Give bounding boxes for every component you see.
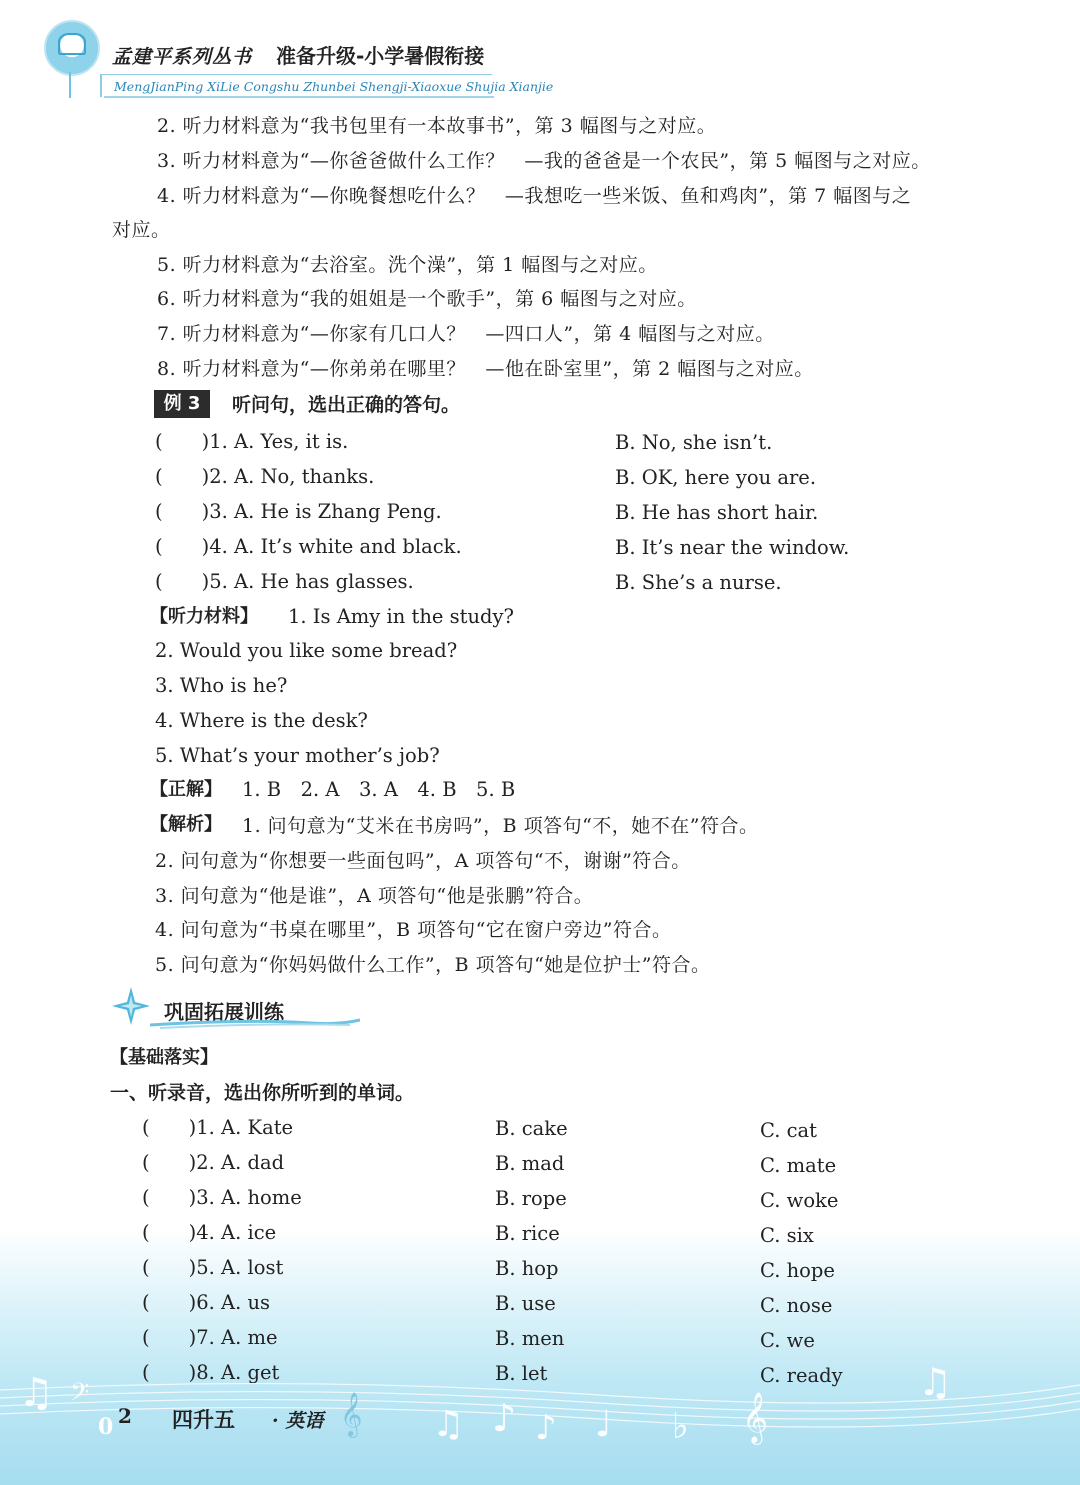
header-pinyin: MengJianPing XiLie Congshu Zhunbei Shengji-Xiaoxue Shujia Xianjie — [114, 79, 554, 94]
question-option-b: B. It’s near the window. — [615, 536, 850, 559]
word-option-c: C. mate — [760, 1154, 837, 1177]
word-option-b: B. let — [495, 1362, 548, 1385]
word-item: ( )3. A. home — [142, 1186, 302, 1209]
explanation-line: 7. 听力材料意为“—你家有几口人？ —四口人”，第 4 幅图与之对应。 — [157, 323, 775, 345]
listening-line: 4. Where is the desk? — [155, 709, 368, 732]
example-badge: 例 3 — [154, 390, 210, 418]
header-rule-bottom — [104, 96, 494, 98]
answer-line: 1. B 2. A 3. A 4. B 5. B — [242, 778, 516, 801]
music-note-icon: ♪ — [492, 1396, 517, 1440]
explanation-line: 5. 听力材料意为“去浴室。洗个澡”，第 1 幅图与之对应。 — [157, 254, 658, 276]
word-option-c: C. woke — [760, 1189, 839, 1212]
listening-line: 1. Is Amy in the study? — [288, 605, 514, 628]
listening-line: 3. Who is he? — [155, 674, 288, 697]
answer-tag: 【正解】 — [150, 779, 222, 800]
word-item: ( )8. A. get — [142, 1361, 280, 1384]
section-title: 一、听录音，选出你所听到的单词。 — [110, 1082, 415, 1104]
question-item: ( )5. A. He has glasses. — [155, 570, 414, 593]
question-item: ( )3. A. He is Zhang Peng. — [155, 500, 442, 523]
word-option-b: B. rope — [495, 1187, 567, 1210]
word-item: ( )2. A. dad — [142, 1151, 285, 1174]
question-option-b: B. He has short hair. — [615, 501, 819, 524]
example-title: 听问句，选出正确的答句。 — [232, 394, 461, 416]
analysis-line: 5. 问句意为“你妈妈做什么工作”，B 项答句“她是位护士”符合。 — [155, 954, 711, 976]
bass-clef-icon: 𝄢 — [70, 1378, 90, 1413]
logo-m-icon — [58, 33, 86, 55]
question-option-b: B. No, she isn’t. — [615, 431, 773, 454]
logo-stem — [69, 72, 71, 98]
music-note-icon: ♪ — [535, 1408, 557, 1448]
word-option-b: B. men — [495, 1327, 565, 1350]
explanation-line: 6. 听力材料意为“我的姐姐是一个歌手”，第 6 幅图与之对应。 — [157, 288, 697, 310]
explanation-line: 2. 听力材料意为“我书包里有一本故事书”，第 3 幅图与之对应。 — [157, 115, 717, 137]
header-series: 孟建平系列丛书 — [112, 46, 253, 68]
word-option-c: C. six — [760, 1224, 814, 1247]
music-note-icon: ♫ — [18, 1370, 54, 1416]
footer-ornament: 0 — [98, 1414, 114, 1440]
treble-clef-icon: 𝄞 — [742, 1392, 769, 1443]
analysis-tag: 【解析】 — [150, 814, 222, 835]
analysis-line: 3. 问句意为“他是谁”，A 项答句“他是张鹏”符合。 — [155, 885, 594, 907]
question-item: ( )2. A. No, thanks. — [155, 465, 375, 488]
word-option-c: C. we — [760, 1329, 815, 1352]
word-option-b: B. rice — [495, 1222, 560, 1245]
footer-separator: · — [272, 1410, 279, 1432]
word-option-b: B. mad — [495, 1152, 565, 1175]
word-option-b: B. cake — [495, 1117, 568, 1140]
word-item: ( )5. A. lost — [142, 1256, 284, 1279]
question-option-b: B. OK, here you are. — [615, 466, 817, 489]
header-title: 准备升级-小学暑假衔接 — [276, 44, 485, 68]
footer-subject — [272, 1406, 323, 1433]
basics-tag: 【基础落实】 — [110, 1047, 218, 1068]
word-option-c: C. nose — [760, 1294, 833, 1317]
explanation-line: 对应。 — [112, 219, 171, 241]
analysis-line: 4. 问句意为“书桌在哪里”，B 项答句“它在窗户旁边”符合。 — [155, 919, 672, 941]
word-option-c: C. hope — [760, 1259, 835, 1282]
question-item: ( )4. A. It’s white and black. — [155, 535, 462, 558]
analysis-line: 2. 问句意为“你想要一些面包吗”，A 项答句“不，谢谢”符合。 — [155, 850, 691, 872]
listening-line: 2. Would you like some bread? — [155, 639, 458, 662]
word-item: ( )6. A. us — [142, 1291, 271, 1314]
footer-subject-label: 英语 — [285, 1410, 324, 1432]
word-option-b: B. hop — [495, 1257, 559, 1280]
word-item: ( )4. A. ice — [142, 1221, 277, 1244]
explanation-line: 3. 听力材料意为“—你爸爸做什么工作？ —我的爸爸是一个农民”，第 5 幅图与之对应。 — [157, 150, 931, 172]
listening-tag: 【听力材料】 — [150, 606, 258, 627]
music-note-icon: ♩ — [595, 1404, 612, 1445]
explanation-line: 8. 听力材料意为“—你弟弟在哪里？ —他在卧室里”，第 2 幅图与之对应。 — [157, 358, 814, 380]
consolidation-banner: 巩固拓展训练 — [164, 1000, 284, 1024]
question-option-b: B. She’s a nurse. — [615, 571, 782, 594]
explanation-line: 4. 听力材料意为“—你晚餐想吃什么？ —我想吃一些米饭、鱼和鸡肉”，第 7 幅图与之 — [157, 185, 912, 207]
listening-line: 5. What’s your mother’s job? — [155, 744, 440, 767]
music-note-icon: ♫ — [432, 1404, 465, 1445]
banner-swoosh — [150, 1017, 360, 1029]
analysis-line: 1. 问句意为“艾米在书房吗”，B 项答句“不，她不在”符合。 — [242, 815, 759, 837]
flat-sign-icon: ♭ — [672, 1406, 689, 1447]
treble-clef-icon: 𝄞 — [340, 1392, 363, 1436]
word-option-c: C. cat — [760, 1119, 818, 1142]
sparkle-icon — [110, 985, 152, 1027]
footer-grade: 四升五 — [172, 1408, 235, 1432]
word-option-b: B. use — [495, 1292, 556, 1315]
page-number: 2 — [118, 1404, 132, 1428]
question-item: ( )1. A. Yes, it is. — [155, 430, 349, 453]
word-item: ( )1. A. Kate — [142, 1116, 294, 1139]
music-note-icon: ♫ — [918, 1360, 953, 1404]
word-option-c: C. ready — [760, 1364, 843, 1387]
word-item: ( )7. A. me — [142, 1326, 278, 1349]
